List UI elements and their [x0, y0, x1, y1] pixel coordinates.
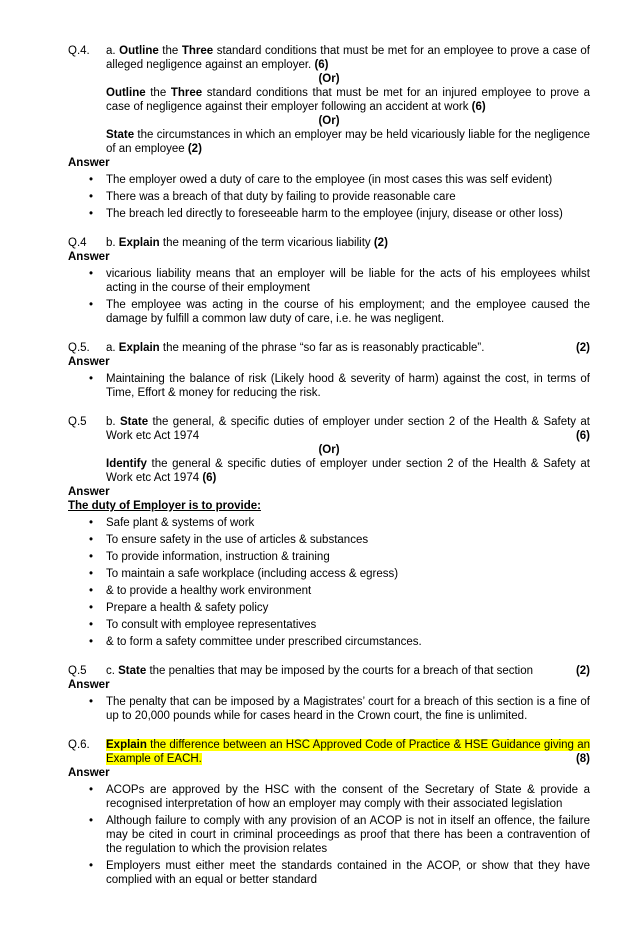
or-separator: (Or) [318, 73, 340, 85]
answer-label: Answer [68, 767, 110, 779]
bullet-icon: • [89, 568, 94, 580]
list-item: • To provide information, instruction & training [89, 551, 330, 563]
question-5c: Q.5 c. State the penalties that may be imposed by the courts for a breach of that section (2) [68, 665, 590, 677]
bullet-icon: • [89, 619, 94, 631]
bullet-icon: • [89, 860, 94, 872]
question-5a: Q.5. a. Explain the meaning of the phrase “so far as is reasonably practicable”. (2) [68, 342, 590, 354]
highlighted-question: Explain the difference between an HSC Approved Code of Practice & HSE Guidance giving an Example of EACH. [106, 739, 590, 765]
answer-list [68, 372, 590, 400]
marks: (6) [471, 101, 486, 113]
marks: (2) [575, 665, 590, 677]
list-item: • The employer owed a duty of care to the employee (in most cases this was self evident) [89, 174, 553, 186]
marks: (6) [575, 430, 590, 442]
bullet-icon: • [89, 191, 94, 203]
bullet-icon: • [89, 784, 94, 796]
answer-label: Answer [68, 251, 110, 263]
bullet-icon: • [89, 585, 94, 597]
list-item: • Although failure to comply with any provision of an ACOP is not in itself an offence, the failure may be cited in court in criminal proceedings as proof that there has been a contravention of the regulation to which the provision relates [89, 815, 590, 855]
bullet-icon: • [89, 208, 94, 220]
list-item: • Employers must either meet the standards contained in the ACOP, or show that they have complied with an equal or better standard [89, 860, 590, 886]
question-5b: Q.5 b. State the general, & specific duties of employer under section 2 of the Health & Safety at Work etc Act 1974 (6) [68, 416, 591, 442]
bullet-icon: • [89, 268, 94, 280]
bullet-icon: • [89, 815, 94, 827]
list-item: • Prepare a health & safety policy [89, 602, 269, 614]
list-item: • & to form a safety committee under prescribed circumstances. [89, 636, 422, 648]
answer-label: Answer [68, 679, 110, 691]
list-item: • The employee was acting in the course of his employment; and the employee caused the damage by fulfill a common law duty of care, i.e. he was negligent. [89, 299, 590, 325]
answer-list [68, 267, 590, 326]
question-4a-alt2: State the circumstances in which an employer may be held vicariously liable for the negligence of an employee (2) [106, 129, 590, 155]
answer-list [68, 516, 590, 649]
question-number: Q.6. [68, 739, 90, 751]
marks: (2) [373, 237, 388, 249]
bullet-icon: • [89, 373, 94, 385]
duty-heading: The duty of Employer is to provide: [68, 500, 261, 512]
document-page [68, 44, 590, 890]
marks: (6) [314, 59, 329, 71]
or-separator: (Or) [318, 115, 340, 127]
answer-label: Answer [68, 157, 110, 169]
question-6 [68, 738, 590, 766]
marks: (2) [575, 342, 590, 354]
list-item: • The breach led directly to foreseeable harm to the employee (injury, disease or other loss) [89, 208, 563, 220]
list-item: • vicarious liability means that an employer will be liable for the acts of his employees whilst acting in the course of their employment [89, 268, 590, 294]
question-4a: Q.4. a. Outline the Three standard conditions that must be met for an employee to prove a case of alleged negligence against an employer. (6) [68, 45, 590, 71]
answer-list [68, 695, 590, 723]
question-number: Q.5 [68, 665, 87, 677]
list-item: • To maintain a safe workplace (including access & egress) [89, 568, 399, 580]
answer-list [68, 783, 590, 887]
marks: (6) [202, 472, 217, 484]
question-number: Q.5. [68, 342, 90, 354]
list-item: • ACOPs are approved by the HSC with the consent of the Secretary of State & provide a recognised interpretation of how an employer may comply with their associated legislation [89, 784, 590, 810]
list-item: • There was a breach of that duty by failing to provide reasonable care [89, 191, 456, 203]
marks: (2) [187, 143, 202, 155]
list-item: • The penalty that can be imposed by a Magistrates’ court for a breach of this section is a fine of up to 20,000 pounds while for cases heard in the Crown court, the fine is unlimited. [89, 696, 590, 722]
list-item: • Maintaining the balance of risk (Likely hood & severity of harm) against the cost, in terms of Time, Effort & money for reducing the risk. [89, 373, 590, 399]
answer-list [68, 173, 590, 221]
bullet-icon: • [89, 602, 94, 614]
question-5b-alt: Identify the general & specific duties of employer under section 2 of the Health & Safety at Work etc Act 1974 (6) [106, 458, 590, 484]
question-4a-alt: Outline the Three standard conditions that must be met for an injured employee to prove a case of negligence against their employer following an accident at work (6) [106, 87, 590, 113]
question-number: Q.5 [68, 416, 87, 428]
bullet-icon: • [89, 696, 94, 708]
list-item: • & to provide a healthy work environment [89, 585, 312, 597]
bullet-icon: • [89, 299, 94, 311]
question-number: Q.4 [68, 237, 87, 249]
bullet-icon: • [89, 517, 94, 529]
list-item: • To ensure safety in the use of articles & substances [89, 534, 369, 546]
list-item: • To consult with employee representatives [89, 619, 317, 631]
answer-label: Answer [68, 356, 110, 368]
bullet-icon: • [89, 534, 94, 546]
question-4b: Q.4 b. Explain the meaning of the term vicarious liability (2) [68, 237, 388, 249]
bullet-icon: • [89, 636, 94, 648]
or-separator: (Or) [318, 444, 340, 456]
bullet-icon: • [89, 174, 94, 186]
question-number: Q.4. [68, 45, 90, 57]
bullet-icon: • [89, 551, 94, 563]
list-item: • Safe plant & systems of work [89, 517, 255, 529]
answer-label: Answer [68, 486, 110, 498]
marks: (8) [575, 753, 590, 765]
